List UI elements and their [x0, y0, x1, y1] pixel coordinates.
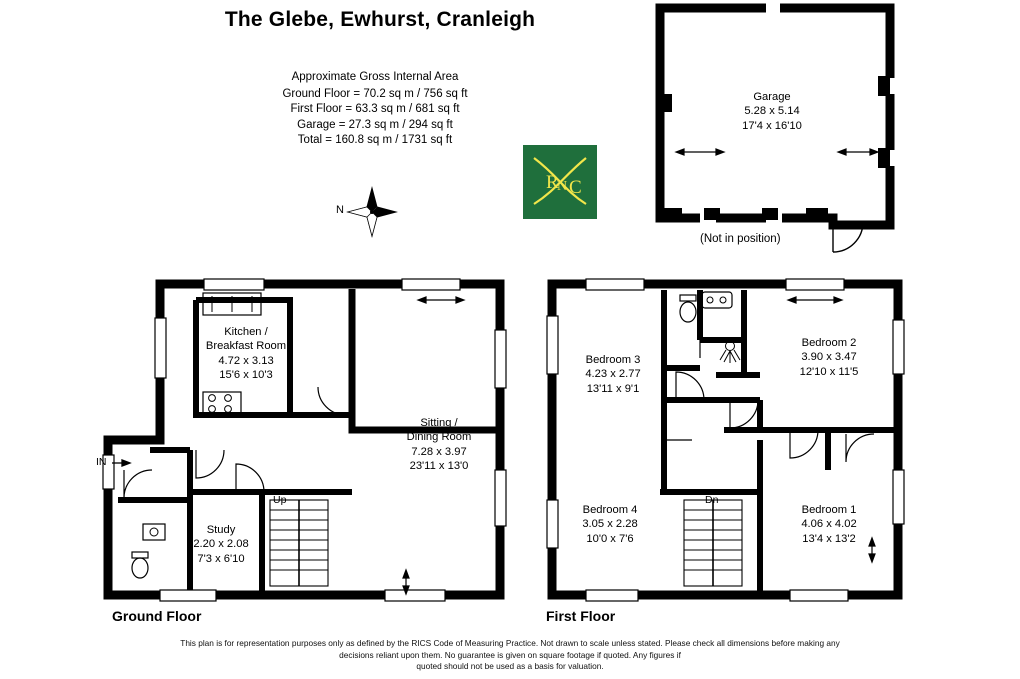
page-title: The Glebe, Ewhurst, Cranleigh — [224, 8, 536, 31]
stairs-down-label: Dn — [705, 494, 719, 506]
room-study-metric: 2.20 x 2.08 — [193, 538, 249, 551]
room-bedroom-2 — [776, 336, 882, 379]
room-garage-name: Garage — [753, 91, 791, 103]
disclaimer-line-2: decisions reliant upon them. No guarantee is given on square footage if quoted. Any figures if — [339, 649, 681, 660]
room-bedroom-4 — [557, 503, 663, 546]
room-bedroom-3-imperial: 13'11 x 9'1 — [586, 382, 640, 395]
room-sitting-name1: Sitting / — [420, 417, 458, 429]
room-sitting-dining — [380, 416, 498, 474]
area-heading: Approximate Gross Internal Area — [291, 71, 459, 83]
area-line-first: First Floor = 63.3 sq m / 681 sq ft — [290, 103, 460, 116]
room-kitchen-metric: 4.72 x 3.13 — [218, 354, 274, 367]
room-bedroom-4-metric: 3.05 x 2.28 — [582, 518, 638, 531]
disclaimer — [0, 638, 1020, 673]
room-bedroom-1 — [776, 503, 882, 546]
disclaimer-line-1: This plan is for representation purposes only as defined by the RICS Code of Measuring Practice. Not drawn to scale unless stated. Please check all dimensions before making any — [180, 638, 840, 648]
disclaimer-line-3: quoted should not be used as a basis for valuation. — [416, 661, 604, 671]
room-study — [170, 523, 272, 566]
stairs-up-label: Up — [273, 494, 287, 506]
room-study-imperial: 7'3 x 6'10 — [197, 552, 245, 565]
area-line-ground: Ground Floor = 70.2 sq m / 756 sq ft — [282, 87, 468, 100]
compass-north-label: N — [336, 204, 344, 216]
entrance-label: IN — [96, 456, 107, 468]
room-sitting-metric: 7.28 x 3.97 — [411, 445, 467, 458]
room-bedroom-3 — [560, 353, 666, 396]
room-bedroom-1-name: Bedroom 1 — [801, 504, 857, 516]
room-bedroom-2-metric: 3.90 x 3.47 — [801, 351, 857, 364]
room-sitting-imperial: 23'11 x 13'0 — [409, 460, 469, 473]
room-garage-metric: 5.28 x 5.14 — [744, 105, 800, 118]
room-bedroom-2-imperial: 12'10 x 11'5 — [799, 365, 859, 378]
area-line-garage: Garage = 27.3 sq m / 294 sq ft — [297, 118, 453, 131]
room-sitting-name2: Dining Room — [406, 431, 472, 444]
garage-note: (Not in position) — [700, 233, 781, 245]
svg-text:N: N — [557, 179, 568, 194]
room-garage-imperial: 17'4 x 16'10 — [742, 119, 802, 132]
first-floor-plan — [547, 279, 904, 601]
room-kitchen-name1: Kitchen / — [224, 326, 268, 338]
room-bedroom-3-metric: 4.23 x 2.77 — [585, 368, 641, 381]
room-bedroom-1-metric: 4.06 x 4.02 — [801, 518, 857, 531]
first-floor-label: First Floor — [546, 608, 616, 624]
room-kitchen-imperial: 15'6 x 10'3 — [219, 369, 273, 382]
room-bedroom-1-imperial: 13'4 x 13'2 — [802, 532, 856, 545]
room-kitchen-name2: Breakfast Room — [205, 340, 287, 353]
room-kitchen — [186, 325, 306, 383]
room-bedroom-2-name: Bedroom 2 — [801, 337, 857, 349]
ground-floor-label: Ground Floor — [112, 608, 202, 624]
area-line-total: Total = 160.8 sq m / 1731 sq ft — [297, 134, 453, 147]
room-garage — [712, 90, 832, 133]
room-study-name: Study — [206, 524, 236, 536]
svg-text:C: C — [569, 177, 582, 198]
room-bedroom-4-imperial: 10'0 x 7'6 — [586, 532, 634, 545]
room-bedroom-3-name: Bedroom 3 — [585, 354, 641, 366]
room-bedroom-4-name: Bedroom 4 — [582, 504, 638, 516]
svg-text:R: R — [546, 172, 559, 193]
